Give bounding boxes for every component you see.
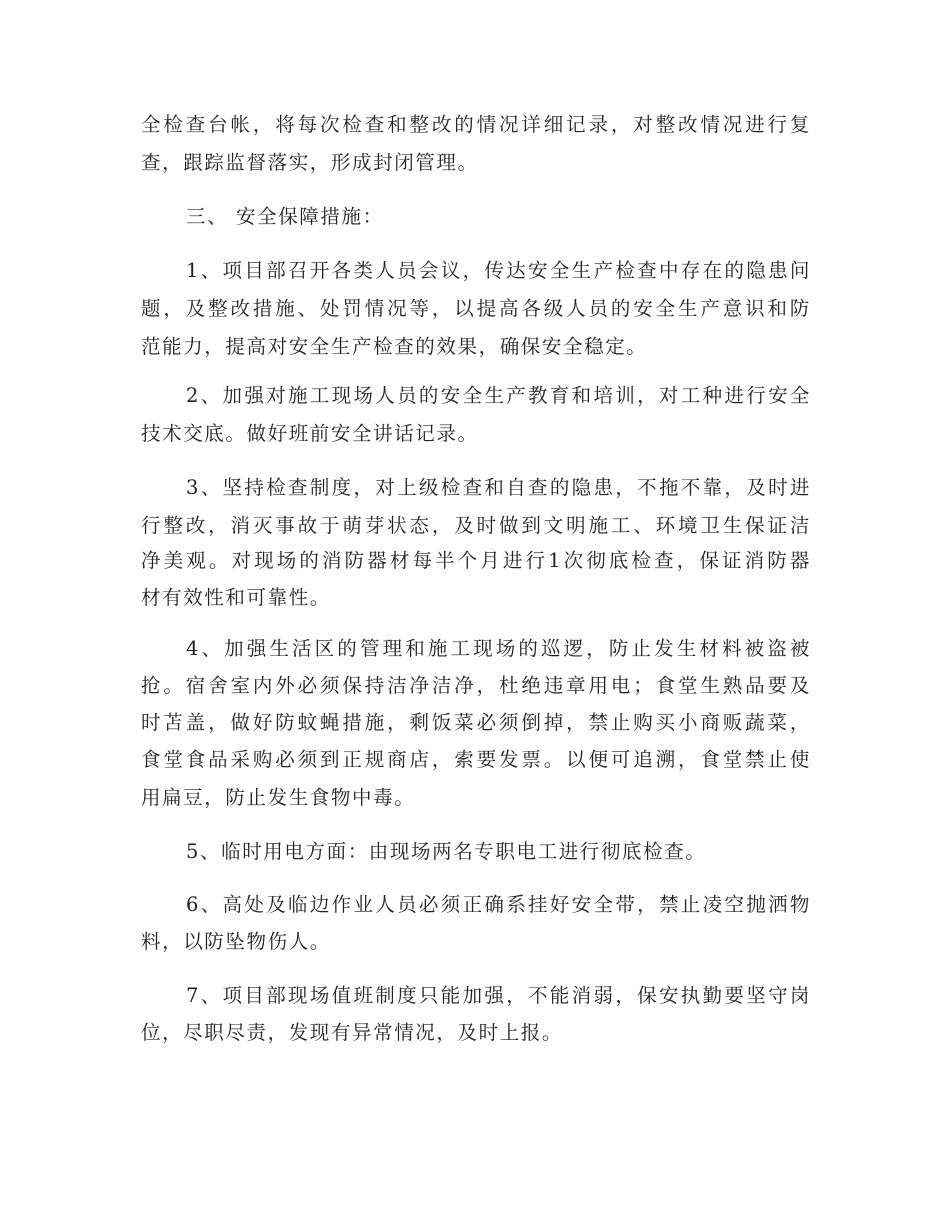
section-heading: 三、 安全保障措施： [186,205,384,228]
text-line: 3、坚持检查制度，对上级检查和自查的隐患，不拖不靠，及时进 [186,476,811,499]
text-line: 2、加强对施工现场人员的安全生产教育和培训，对工种进行安全 [186,384,811,407]
text-line: 净美观。对现场的消防器材每半个月进行1次彻底检查，保证消防器 [141,549,811,572]
text-line: 位，尽职尽责，发现有异常情况，及时上报。 [141,1021,564,1044]
text-line: 食堂食品采购必须到正规商店，索要发票。以便可追溯，食堂禁止使 [141,748,811,771]
text-line: 抢。宿舍室内外必须保持洁净洁净，杜绝违章用电；食堂生熟品要及 [141,674,811,697]
text-line: 用扁豆，防止发生食物中毒。 [141,786,416,809]
text-line: 5、临时用电方面：由现场两名专职电工进行彻底检查。 [186,840,707,863]
text-line: 技术交底。做好班前安全讲话记录。 [141,422,479,445]
text-line: 4、加强生活区的管理和施工现场的巡逻，防止发生材料被盗被 [186,637,811,660]
text-line: 1、项目部召开各类人员会议，传达安全生产检查中存在的隐患问 [186,259,811,282]
text-line: 全检查台帐，将每次检查和整改的情况详细记录，对整改情况进行复 [141,113,811,136]
text-line: 行整改，消灭事故于萌芽状态，及时做到文明施工、环境卫生保证洁 [141,514,811,537]
text-line: 范能力，提高对安全生产检查的效果，确保安全稳定。 [141,335,648,358]
text-line: 7、项目部现场值班制度只能加强，不能消弱，保安执勤要坚守岗 [186,984,811,1007]
text-line: 料，以防坠物伤人。 [141,930,331,953]
text-line: 题，及整改措施、处罚情况等，以提高各级人员的安全生产意识和防 [141,297,811,320]
text-line: 材有效性和可靠性。 [141,586,331,609]
text-line: 时苫盖，做好防蚊蝇措施，剩饭菜必须倒掉，禁止购买小商贩蔬菜， [141,711,811,734]
text-line: 查，跟踪监督落实，形成封闭管理。 [141,151,479,174]
text-line: 6、高处及临边作业人员必须正确系挂好安全带，禁止凌空抛洒物 [186,893,811,916]
